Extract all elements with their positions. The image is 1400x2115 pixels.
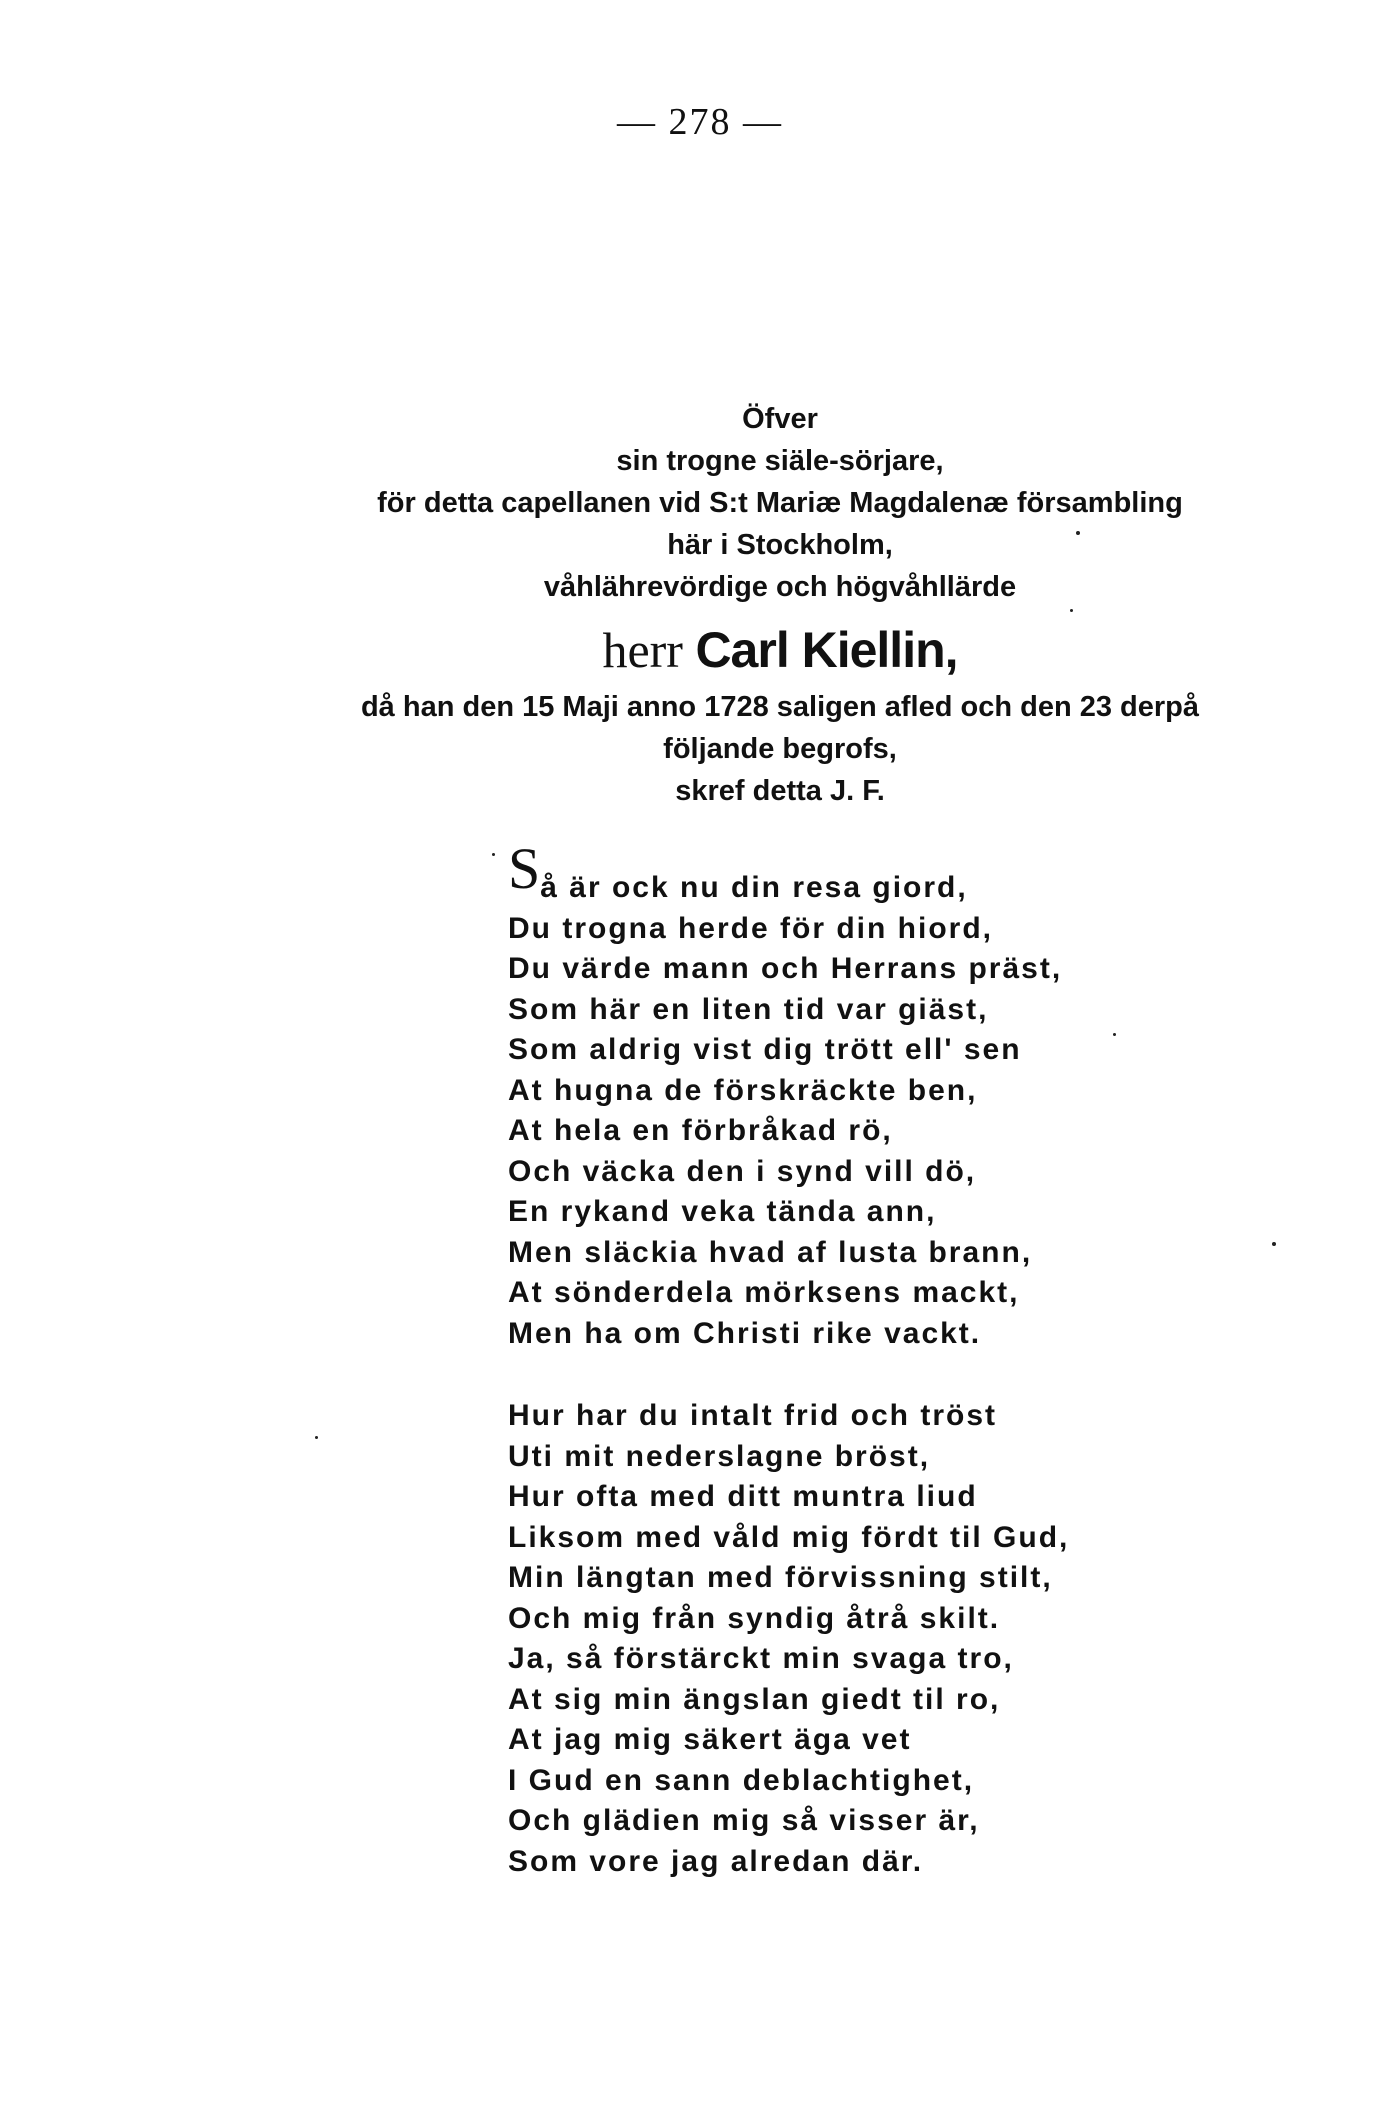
poem-line: Min längtan med förvissning stilt, xyxy=(508,1561,1053,1594)
poem-line: At sig min ängslan giedt til ro, xyxy=(508,1682,1001,1716)
dedication-line: sin trogne siäle-sörjare, xyxy=(616,445,944,477)
scan-speck xyxy=(315,1436,318,1439)
drop-cap: S xyxy=(508,836,543,901)
poem-line: Och väcka den i synd vill dö, xyxy=(508,1154,977,1188)
dedicatee-name xyxy=(300,618,1260,682)
scan-speck xyxy=(1113,1033,1116,1036)
poem-line: Hur har du intalt frid och tröst xyxy=(508,1399,997,1432)
dedication-line: för detta capellanen vid S:t Mariæ Magdalenæ försambling xyxy=(377,487,1183,519)
dedication-line: Öfver xyxy=(742,403,818,435)
poem-line: Som aldrig vist dig trött ell' sen xyxy=(508,1033,1022,1066)
dedication-line: här i Stockholm, xyxy=(667,529,893,561)
poem-line: At jag mig säkert äga vet xyxy=(508,1723,912,1756)
poem-line xyxy=(508,836,1268,909)
poem-line: Som vore jag alredan där. xyxy=(508,1844,924,1878)
poem-line: Men släckia hvad af lusta brann, xyxy=(508,1235,1033,1269)
name-prefix: herr xyxy=(602,622,696,678)
poem-line: Och mig från syndig åtrå skilt. xyxy=(508,1601,1001,1635)
stanza-1 xyxy=(508,836,1268,1354)
poem-line: At sönderdela mörksens mackt, xyxy=(508,1276,1020,1309)
dedication-line: då han den 15 Maji anno 1728 saligen afled och den 23 derpå xyxy=(360,691,1200,723)
poem-line: Uti mit nederslagne bröst, xyxy=(508,1439,931,1473)
page-number: — 278 — xyxy=(617,101,783,143)
stanza-2 xyxy=(508,1396,1268,1882)
first-line-rest: å är ock nu din resa giord, xyxy=(540,871,968,904)
dedication-line: våhlährevördige och högvåhllärde xyxy=(543,571,1017,603)
scan-speck xyxy=(1076,531,1080,535)
poem-line: Hur ofta med ditt muntra liud xyxy=(508,1480,978,1513)
poem xyxy=(508,836,1268,1882)
dedication-heading xyxy=(300,398,1260,812)
poem-line: Som här en liten tid var giäst, xyxy=(508,992,989,1026)
poem-line: Ja, så förstärckt min svaga tro, xyxy=(508,1642,1014,1675)
poem-line: Liksom med våld mig fördt til Gud, xyxy=(508,1520,1070,1554)
poem-line: Du värde mann och Herrans präst, xyxy=(508,952,1063,985)
dedication-line: följande begrofs, xyxy=(663,733,897,765)
name-suffix: , xyxy=(944,622,958,678)
scan-speck xyxy=(1070,609,1073,612)
poem-line: Men ha om Christi rike vackt. xyxy=(508,1316,982,1350)
poem-line: At hugna de förskräckte ben, xyxy=(508,1073,978,1107)
dedication-line: skref detta J. F. xyxy=(675,775,885,807)
scan-speck xyxy=(1272,1242,1276,1246)
poem-line: I Gud en sann deblachtighet, xyxy=(508,1763,975,1797)
poem-line: Och glädien mig så visser är, xyxy=(508,1804,980,1837)
first-line-text xyxy=(508,871,968,904)
poem-line: En rykand veka tända ann, xyxy=(508,1195,937,1228)
poem-line: At hela en förbråkad rö, xyxy=(508,1114,893,1147)
poem-line: Du trogna herde för din hiord, xyxy=(508,911,993,945)
scan-speck xyxy=(492,853,495,856)
name-text: Carl Kiellin xyxy=(695,622,945,678)
